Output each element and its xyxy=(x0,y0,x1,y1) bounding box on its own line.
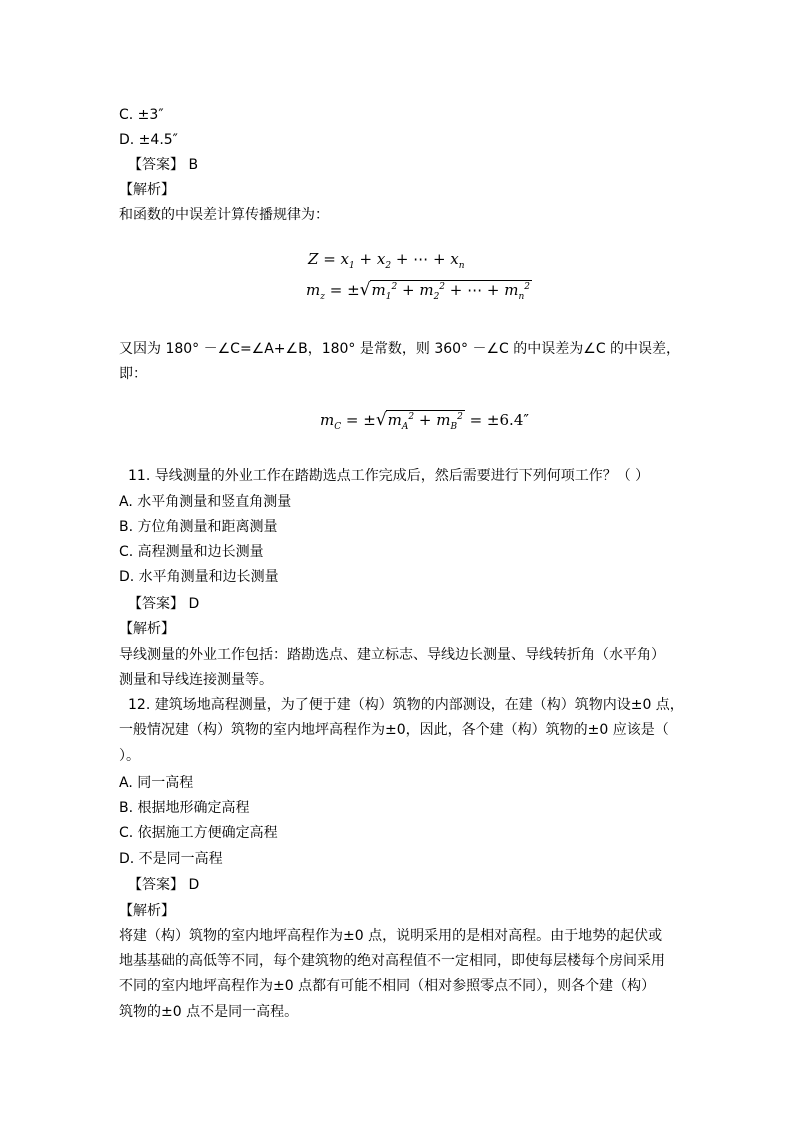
analysis-text-12b: 地基基础的高低等不同，每个建筑物的绝对高程值不一定相同，即使每层楼每个房间采用 xyxy=(119,953,665,969)
analysis-text-12c: 不同的室内地坪高程作为±0 点都有可能不相同（相对参照零点不同），则各个建（构） xyxy=(119,978,656,994)
formula-sum: $Z = x_1 + x_2$ + ⋯ + $x_n$ xyxy=(308,250,465,271)
q11-option-c: C. 高程测量和边长测量 xyxy=(119,544,264,560)
analysis-text-12a: 将建（构）筑物的室内地坪高程作为±0 点，说明采用的是相对高程。由于地势的起伏或 xyxy=(119,928,663,944)
analysis-text-12d: 筑物的±0 点不是同一高程。 xyxy=(119,1004,299,1020)
q12-option-a: A. 同一高程 xyxy=(119,775,194,791)
answer-label-10: 【答案】 B xyxy=(128,157,199,173)
question-12b: 一般情况建（构）筑物的室内地坪高程作为±0，因此，各个建（构）筑物的±0 应该是（ xyxy=(119,722,669,738)
analysis-text-angle: 又因为 180° －∠C=∠A+∠B，180° 是常数，则 360° －∠C 的中误差为∠C 的中误差， xyxy=(119,341,681,357)
question-12a: 12. 建筑场地高程测量，为了便于建（构）筑物的内部测设，在建（构）筑物内设±0 点， xyxy=(128,697,684,713)
q11-option-b: B. 方位角测量和距离测量 xyxy=(119,519,278,535)
formula-mc: $m_C = \pm√m_A^2 + m_B^2 = \pm 6.4''$ xyxy=(320,410,529,432)
q12-option-c: C. 依据施工方便确定高程 xyxy=(119,825,278,841)
analysis-text-11a: 导线测量的外业工作包括：踏勘选点、建立标志、导线边长测量、导线转折角（水平角） xyxy=(119,647,665,663)
analysis-label-12: 【解析】 xyxy=(119,903,175,919)
q11-option-a: A. 水平角测量和竖直角测量 xyxy=(119,494,292,510)
line-option-d-prev: D. ±4.5″ xyxy=(119,132,178,148)
analysis-label-11: 【解析】 xyxy=(119,621,175,637)
analysis-text-10: 和函数的中误差计算传播规律为： xyxy=(119,207,329,223)
analysis-text-ie: 即： xyxy=(119,366,147,382)
q11-option-d: D. 水平角测量和边长测量 xyxy=(119,569,279,585)
question-12c: ）。 xyxy=(119,748,140,764)
analysis-label-10: 【解析】 xyxy=(119,182,175,198)
answer-label-12: 【答案】 D xyxy=(128,877,200,893)
analysis-text-11b: 测量和导线连接测量等。 xyxy=(119,672,273,688)
question-11: 11. 导线测量的外业工作在踏勘选点工作完成后，然后需要进行下列何项工作？（ ） xyxy=(128,468,650,484)
q12-option-d: D. 不是同一高程 xyxy=(119,851,223,867)
q12-option-b: B. 根据地形确定高程 xyxy=(119,800,250,816)
line-option-c-prev: C. ±3″ xyxy=(119,107,164,123)
formula-error-propagation: $m_z = \pm√m_1^2 + m_2^2$ + ⋯ + $m_n^2$ xyxy=(306,280,531,302)
answer-label-11: 【答案】 D xyxy=(128,596,200,612)
